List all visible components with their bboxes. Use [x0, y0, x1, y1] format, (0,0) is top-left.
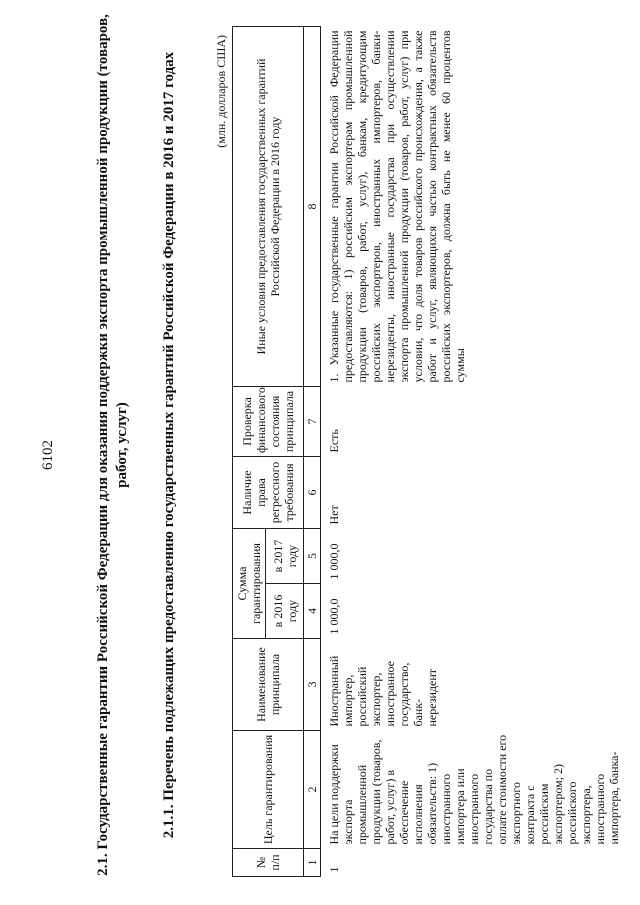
column-number: 1: [304, 849, 321, 877]
header-row: [233, 27, 266, 877]
header-financial-check: Проверка финансового состояния принципала: [233, 387, 304, 457]
header-year-2017: в 2017 году: [266, 529, 304, 584]
column-number: 2: [304, 731, 321, 849]
header-guarantee-sum: Сумма гарантирования: [233, 529, 266, 639]
row-other-conditions: 1. Указанные государственные гарантии Российской Федерации предоставляются: 1) российским экспортерам промышленной продукции (товаров, работ, услуг), банкам, кредитующим российских экспортеров, иностранных импортеров, банки-нерезиденты, иностранные государства при осуществлении экспорта промышленной продукции (товаров, работ, услуг) при условии, что доля товаров российского происхождения, а также работ и услуг, являющихся частью контрактных обязательств российских экспортеров, должна быть не менее 60 процентов суммы: [327, 30, 467, 383]
header-num: № п/п: [233, 849, 304, 877]
row-sum-2016: 1 000,0: [327, 598, 341, 635]
column-number: 8: [304, 27, 321, 387]
column-number-row: [304, 27, 321, 877]
header-year-2016: в 2016 году: [266, 584, 304, 639]
page-number: 6102: [40, 440, 56, 470]
header-purpose: Цель гарантирования: [233, 731, 304, 849]
guarantees-table: [232, 26, 621, 877]
header-other-conditions: Иные условия предоставления государственных гарантий Российской Федерации в 2016 году: [233, 27, 304, 387]
row-purpose: На цели поддержки экспорта промышленной продукции (товаров, работ, услуг) в обеспечение исполнения обязательств: 1) иностранного импортера или иностранного государства по оплате стоимости его экспортного контракта с российским экспортером; 2) российского экспортера, иностранного импортера, банка-: [327, 734, 621, 845]
column-number: 7: [304, 387, 321, 457]
header-principal-name: Наименование принципала: [233, 639, 304, 731]
header-recourse: Наличие права регрессного требования: [233, 457, 304, 529]
units-label: (млн. долларов США): [214, 35, 228, 148]
row-number: 1: [327, 866, 341, 873]
row-financial-check: Есть: [327, 429, 341, 453]
column-number: 4: [304, 584, 321, 639]
column-number: 5: [304, 529, 321, 584]
section-title: 2.1. Государственные гарантии Российской Федерации для оказания поддержки экспорта промышленной продукции (товаров, работ, услуг): [95, 14, 130, 876]
row-sum-2017: 1 000,0: [327, 543, 341, 580]
subsection-title: 2.1.1. Перечень подлежащих предоставлению государственных гарантий Российской Федерации в 2016 и 2017 годах: [161, 51, 177, 839]
row-recourse: Нет: [327, 505, 341, 525]
column-number: 3: [304, 639, 321, 731]
table-row: [321, 27, 622, 877]
column-number: 6: [304, 457, 321, 529]
row-principal: Иностранный импортер, российский экспортер, иностранное государство, банк-нерезидент: [327, 655, 439, 727]
